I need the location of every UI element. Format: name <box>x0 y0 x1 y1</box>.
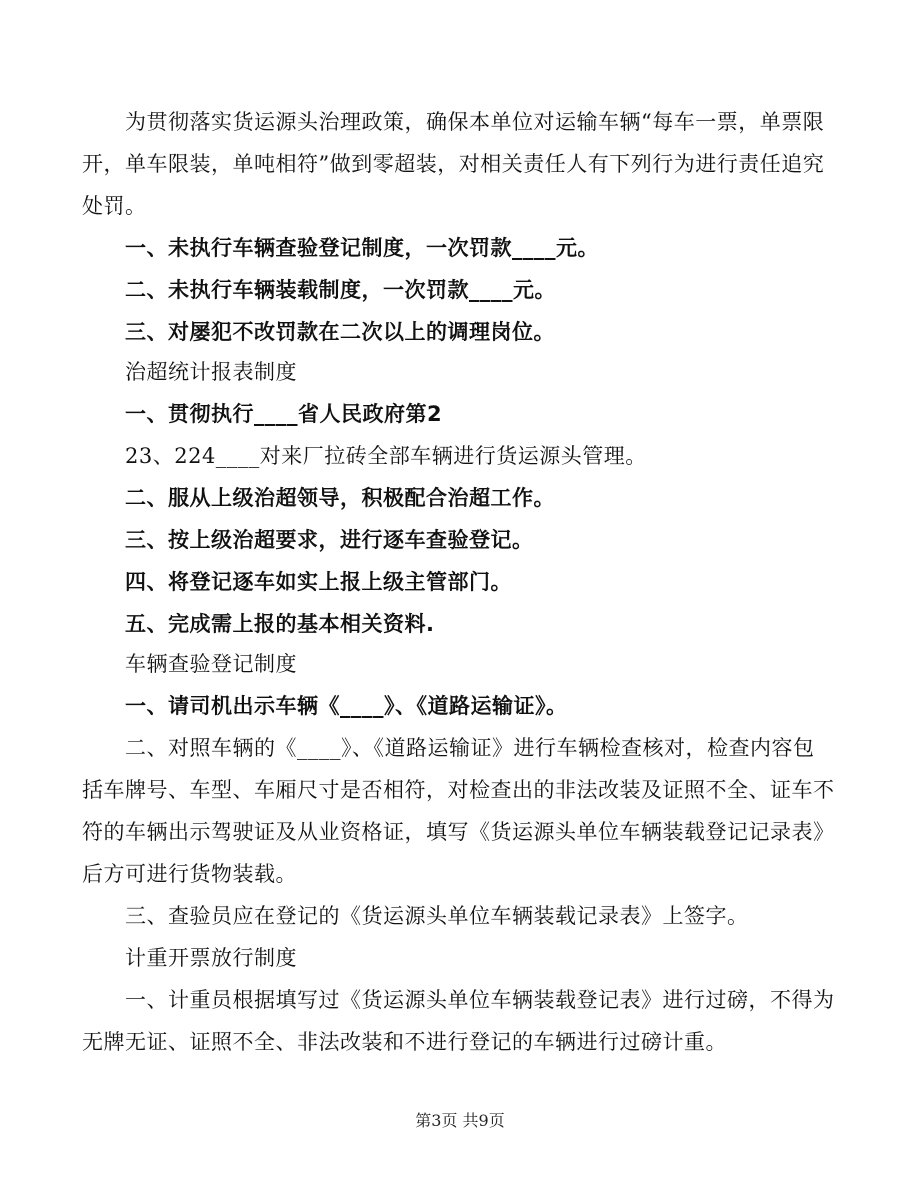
intro-line-2: 开，单车限装，单吨相符”做到零超装，对相关责任人有下列行为进行责任追究 <box>82 152 825 176</box>
inspection-item-3: 三、查验员应在登记的《货运源头单位车辆装载记录表》上签字。 <box>125 904 749 928</box>
inspection-item-1: 一、请司机出示车辆《____》、《道路运输证》。 <box>125 694 568 718</box>
section-title-weighing: 计重开票放行制度 <box>125 946 297 970</box>
stats-item-1: 一、贯彻执行____省人民政府第2 <box>125 402 443 426</box>
stats-item-2: 二、服从上级治超领导，积极配合治超工作。 <box>125 486 555 510</box>
section-title-stats: 治超统计报表制度 <box>125 360 297 384</box>
penalty-item-3: 三、对屡犯不改罚款在二次以上的调理岗位。 <box>125 320 555 344</box>
inspection-item-2-line-2: 括车牌号、车型、车厢尺寸是否相符，对检查出的非法改装及证照不全、证车不 <box>82 778 835 802</box>
stats-item-4: 四、将登记逐车如实上报上级主管部门。 <box>125 570 512 594</box>
stats-item-1-continued: 23、224____对来厂拉砖全部车辆进行货运源头管理。 <box>125 444 647 468</box>
weighing-item-1-line-1: 一、计重员根据填写过《货运源头单位车辆装载登记表》进行过磅，不得为 <box>125 988 835 1012</box>
inspection-item-2-line-1: 二、对照车辆的《____》、《道路运输证》进行车辆检查核对，检查内容包 <box>125 736 815 760</box>
intro-line-3: 处罚。 <box>82 194 147 218</box>
section-title-inspection: 车辆查验登记制度 <box>125 652 297 676</box>
penalty-item-1: 一、未执行车辆查验登记制度，一次罚款____元。 <box>125 236 599 260</box>
intro-line-1: 为贯彻落实货运源头治理政策，确保本单位对运输车辆“每车一票，单票限 <box>125 110 825 134</box>
weighing-item-1-line-2: 无牌无证、证照不全、非法改装和不进行登记的车辆进行过磅计重。 <box>82 1030 727 1054</box>
inspection-item-2-line-3: 符的车辆出示驾驶证及从业资格证，填写《货运源头单位车辆装载登记记录表》 <box>82 820 835 844</box>
penalty-item-2: 二、未执行车辆装载制度，一次罚款____元。 <box>125 278 556 302</box>
stats-item-5: 五、完成需上报的基本相关资料. <box>125 612 435 636</box>
stats-item-3: 三、按上级治超要求，进行逐车查验登记。 <box>125 528 534 552</box>
inspection-item-2-line-4: 后方可进行货物装载。 <box>82 862 297 886</box>
page-number-footer: 第3页 共9页 <box>415 1111 505 1130</box>
